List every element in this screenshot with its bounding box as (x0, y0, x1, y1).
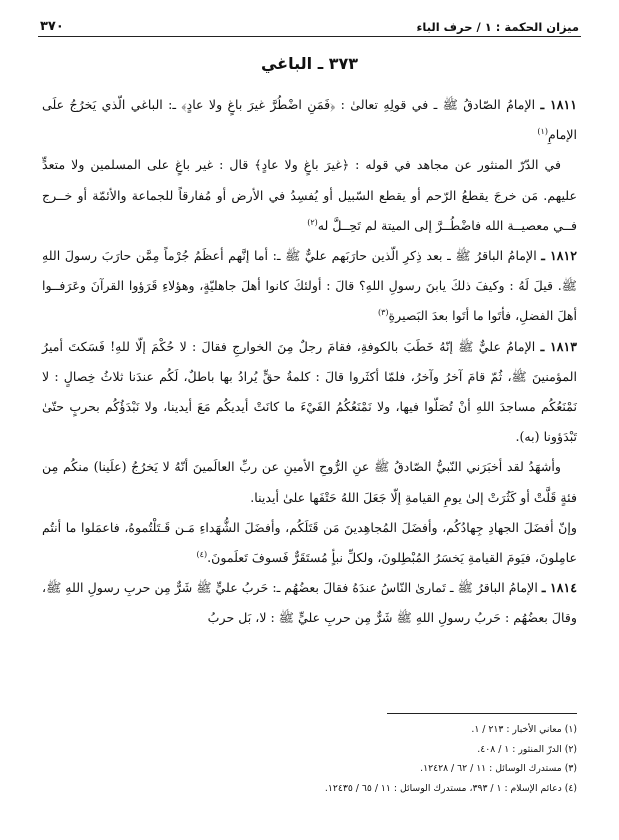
paragraph-continuation (42, 452, 577, 512)
chapter-title: ٣٧٣ ـ الباغي (260, 54, 359, 73)
running-head (40, 12, 579, 34)
footnote-ref: (٤) (196, 549, 208, 559)
paragraph-hadith-1814 (42, 573, 577, 633)
footnote-item: (١) معاني الأخبار : ٢١٣ / ١. (471, 724, 577, 735)
footnote-ref: (٢) (307, 217, 318, 227)
paragraph-text: الإمامُ الصّادقُ ﷺ ـ في قولِهِ تعالىٰ : ﴿فَمَنِ اضْطُرَّ غيرَ باغٍ ولا عادٍ﴾ ـ: الباغي الّذي يَخرُجُ علَى الإمامِ (42, 97, 577, 143)
footnote-ref: (٣) (377, 308, 389, 318)
hadith-number: ١٨١١ ـ (540, 97, 577, 112)
paragraph-text: الإمامُ عليٌّ ﷺ إنّهُ خَطَبَ بالكوفةِ، فقامَ رجلٌ مِنَ الخوارجِ فقالَ : لا حُكْمَ إلّا للهِ! فَسَكتَ أميرُ المؤمنينَ ﷺ، ثُمّ قامَ آخرُ وآخرُ، فلمّا أكثَروا قالَ : كلمةُ حقٍّ يُرادُ بها باطلٌ، لَكُم عندَنا ثلاثُ خِصالٍ : لا نَمْنَعُكُم مساجدَ اللهِ أنْ تُصَلّوا فيها، ولا نَمْنَعُكُمُ الفَيْءَ ما كانَتْ أيديكُم مَعَ أيدينا، ولا نَبْدَؤُكُم بحربٍ حتّىٰ تَبْدَؤونا (به). (42, 338, 577, 445)
hadith-number: ١٨١٢ ـ (541, 248, 578, 264)
paragraph-hadith-1813 (42, 332, 577, 453)
footnote-rule (387, 713, 577, 714)
paragraph-text: وإنّ أفضَلَ الجهادِ جِهادُكُم، وأفضَلَ المُجاهِدينَ مَن قَتَلَكُم، وأفضَلَ الشُّهَداءِ مَـن قَـتَلْتُموهُ، فاعمَلوا ما أنتُم عامِلونَ، فيَومَ القيامةِ يَخسَرُ المُبْطِلونَ، ولكلِّ نبأٍ مُستَقَرٌّ فَسوفَ تَعلَمونَ. (42, 519, 577, 566)
paragraph-commentary (42, 150, 577, 241)
paragraph-text: الإمامُ الباقرُ ﷺ ـ بعد ذِكرِ الّذين حارَبَهم عليٌّ ﷺ ـ: أما إنَّهم أعظَمُ جُرْماً مِمَّن حارَبَ رسولَ اللهِ ﷺ. قيلَ لَهُ : وكيفَ ذلكَ يابنَ رسولِ اللهِ؟ قالَ : أولئكَ كانوا أهلَ جاهليّةٍ، وهؤلاءِ قَرَؤوا القرآنَ وعَرَفــوا أهلَ الفضلِ، فأتَوا ما أتَوا بعدَ البَصيرةِ (42, 248, 577, 324)
header-rule (38, 36, 581, 37)
running-head-title: ميزان الحكمة : ١ / حرف الباء (416, 20, 579, 34)
page-number: ٣٧٠ (40, 19, 64, 34)
paragraph-text: الإمامُ الباقرُ ﷺ ـ تَمارىٰ النّاسُ عندَهُ فقالَ بعضُهُم ـ: حَربُ عليٍّ ﷺ شَرٌّ مِن حربِ رسولِ اللهِ ﷺ، وقالَ بعضُهُم : حَربُ رسولِ اللهِ ﷺ شَرٌّ مِن حربِ عليٍّ ﷺ : لا، بَل حربُ (42, 580, 577, 626)
paragraph-hadith-1811 (42, 90, 577, 150)
paragraph-continuation (42, 513, 577, 573)
paragraph-text: في الدّرّ المنثور عن مجاهد في قوله : ﴿غيرَ باغٍ ولا عادٍ﴾ قال : غير باغٍ على المسلمين ولا متعدٍّ عليهم. مَن خرجَ يقطعُ الرّحم أو يقطع السّبيل أو يُفسِدُ في الأرض أو مُفارقاً للجماعة والأئمّة أو خــرج فــي معصيــة الله فاضْطُــرَّ إلى الميتة لم تَحِــلَّ له (42, 157, 577, 233)
hadith-number: ١٨١٣ ـ (540, 338, 578, 354)
footnote-item: (٤) دعائم الإسلام : ١ / ٣٩٣، مستدرك الوسائل : ١١ / ٦٥ / ١٢٤٣٥. (324, 782, 577, 794)
body-text (42, 90, 577, 634)
footnotes (42, 720, 577, 798)
paragraph-hadith-1812 (42, 241, 577, 332)
footnote-item: (٢) الدرّ المنثور : ١ / ٤٠٨. (477, 743, 577, 755)
footnote-item: (٣) مستدرك الوسائل : ١١ / ٦٢ / ١٢٤٢٨. (420, 763, 577, 774)
hadith-number: ١٨١٤ ـ (541, 580, 577, 596)
paragraph-text: وأشهَدُ لقد أخبَرَني النّبيُّ الصّادقُ ﷺ عنِ الرُّوحِ الأمينِ عن ربِّ العالَمينَ أنّهُ لا يَخرُجُ (علَينا) منكُم مِن فئةٍ قَلَّتْ أو كَثُرَتْ إلىٰ يومِ القيامةِ إلّا جَعَلَ اللهُ حَتْفَها علىٰ أيدينا. (42, 459, 577, 505)
footnote-ref: (١) (537, 127, 548, 137)
